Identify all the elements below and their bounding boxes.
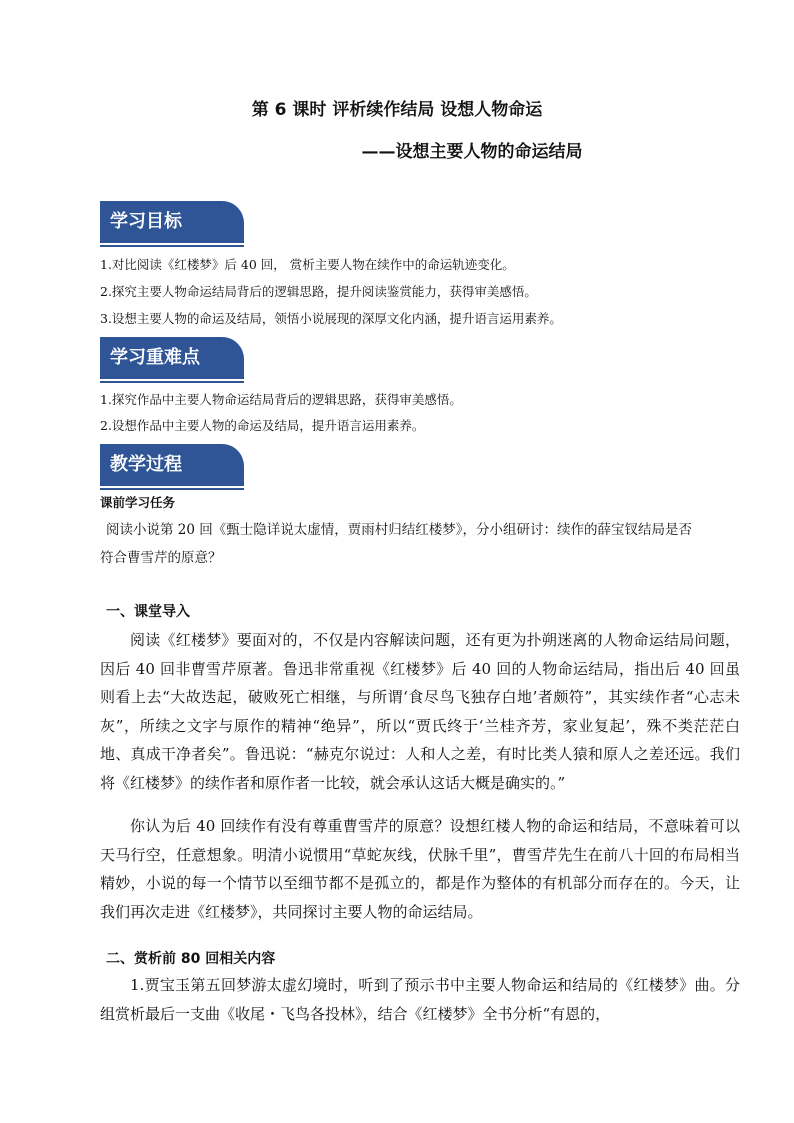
banner-objectives: 学习目标 (100, 201, 244, 243)
banner-key-points: 学习重难点 (100, 337, 244, 379)
page-title: 第 6 课时 评析续作结局 设想人物命运 (251, 100, 543, 120)
objective-item: 2.探究主要人物命运结局背后的逻辑思路，提升阅读鉴赏能力，获得审美感悟。 (100, 284, 537, 299)
pre-task-text: 阅读小说第 20 回《甄士隐详说太虚情，贾雨村归结红楼梦》，分小组研讨：续作的薛宝钗结局是否符合曹雪芹的原意？ (100, 522, 693, 566)
pre-task-label: 课前学习任务 (100, 495, 176, 510)
banner-process: 教学过程 (100, 444, 244, 486)
page-subtitle: ——设想主要人物的命运结局 (361, 142, 583, 162)
intro-paragraph-2: 你认为后 40 回续作有没有尊重曹雪芹的原意？设想红楼人物的命运和结局，不意味着可以天马行空，任意想象。明清小说惯用“草蛇灰线，伏脉千里”，曹雪芹先生在前八十回的布局相当精妙，小说的每一个情节以至细节都不是孤立的，都是作为整体的有机部分而存在的。今天，让我们再次走进《红楼梦》，共同探讨主要人物的命运结局。 (100, 817, 740, 921)
section-heading-intro: 一、课堂导入 (106, 604, 190, 620)
section-heading-analysis: 二、赏析前 80 回相关内容 (106, 951, 276, 967)
objective-item: 3.设想主要人物的命运及结局，领悟小说展现的深厚文化内涵，提升语言运用素养。 (100, 311, 562, 326)
key-point-item: 2.设想作品中主要人物的命运及结局，提升语言运用素养。 (100, 418, 425, 433)
objective-item: 1.对比阅读《红楼梦》后 40 回， 赏析主要人物在续作中的命运轨迹变化。 (100, 257, 515, 272)
analysis-paragraph-1: 1.贾宝玉第五回梦游太虚幻境时，听到了预示书中主要人物命运和结局的《红楼梦》曲。分组赏析最后一支曲《收尾・飞鸟各投林》，结合《红楼梦》全书分析“有恩的， (100, 976, 740, 1023)
key-point-item: 1.探究作品中主要人物命运结局背后的逻辑思路，获得审美感悟。 (100, 392, 462, 407)
intro-paragraph-1: 阅读《红楼梦》要面对的，不仅是内容解读问题，还有更为扑朔迷离的人物命运结局问题，因后 40 回非曹雪芹原著。鲁迅非常重视《红楼梦》后 40 回的人物命运结局，指出后 40 回虽则看上去“大故迭起，破败死亡相继，与所谓‘食尽鸟飞独存白地’者颇符”，其实续作者“心志未灰”，所续之文字与原作的精神“绝异”，所以“贾氏终于‘兰桂齐芳，家业复起’，殊不类茫茫白地、真成干净者矣”。鲁迅说：“赫克尔说过：人和人之差，有时比类人猿和原人之差还远。我们将《红楼梦》的续作者和原作者一比较，就会承认这话大概是确实的。” (100, 631, 740, 792)
